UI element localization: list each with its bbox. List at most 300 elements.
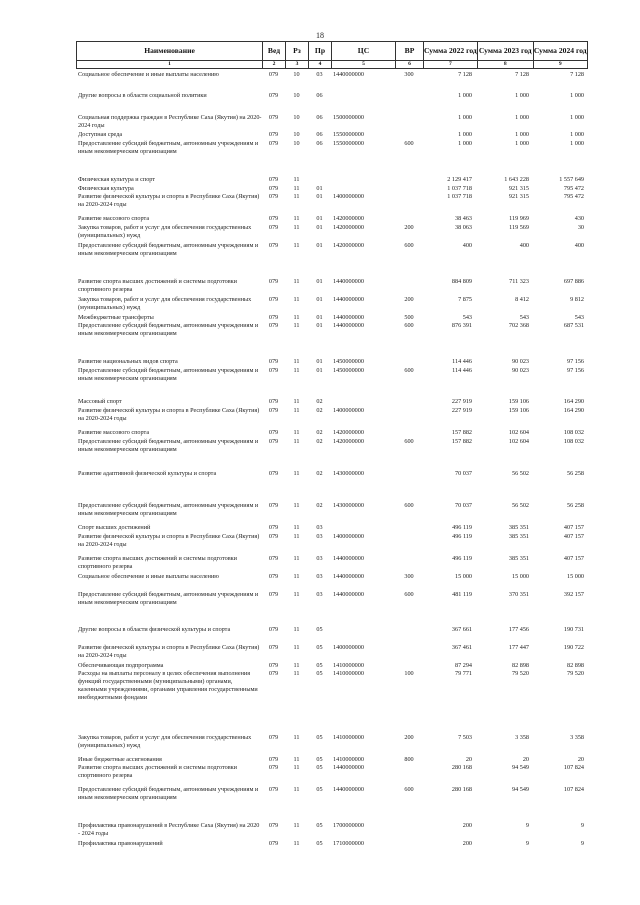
row-sum-2022: 200 [462,840,472,847]
row-ved: 079 [268,367,279,374]
row-vr: 600 [404,322,414,329]
row-sum-2023: 1 000 [515,114,529,121]
row-name: Закупка товаров, работ и услуг для обеспечения государственных (муниципальных) нужд [78,296,252,311]
row-rz: 10 [293,71,300,78]
row-name: Иные бюджетные ассигнования [78,756,162,763]
row-sum-2023: 8 412 [515,296,529,303]
row-sum-2024: 56 258 [566,470,584,477]
row-name: Профилактика правонарушений [78,840,163,847]
row-ved: 079 [268,322,279,329]
row-sum-2023: 9 [525,840,529,847]
row-pr: 03 [316,555,323,562]
row-ved: 079 [268,140,279,147]
header-pr: Пр [309,42,332,61]
row-cs: 1410000000 [333,756,364,763]
row-sum-2024: 190 731 [563,626,584,633]
row-sum-2024: 3 358 [570,734,584,741]
row-sum-2023: 119 969 [509,215,529,222]
row-rz: 11 [293,224,300,231]
row-cs: 1440000000 [333,278,364,285]
row-rz: 11 [293,786,300,793]
row-sum-2023: 1 000 [515,140,529,147]
row-pr: 05 [316,756,323,763]
row-sum-2024: 400 [574,242,584,249]
row-sum-2022: 496 119 [452,555,472,562]
row-ved: 079 [268,407,279,414]
row-sum-2022: 1 037 718 [447,185,472,192]
row-rz: 10 [293,140,300,147]
row-sum-2022: 496 119 [452,533,472,540]
row-vr: 200 [404,734,414,741]
row-sum-2023: 1 000 [515,131,529,138]
row-ved: 079 [268,524,279,531]
row-sum-2023: 370 351 [508,591,529,598]
row-pr: 03 [316,71,323,78]
row-sum-2024: 795 472 [563,185,584,192]
row-sum-2024: 56 258 [566,502,584,509]
row-name: Развитие адаптивной физической культуры и спорта [78,470,217,477]
row-sum-2024: 164 290 [563,398,584,405]
row-cs: 1450000000 [333,358,364,365]
row-pr: 03 [316,524,323,531]
row-sum-2022: 7 875 [458,296,472,303]
row-cs: 1440000000 [333,322,364,329]
row-pr: 05 [316,626,323,633]
row-ved: 079 [268,591,279,598]
row-pr: 05 [316,734,323,741]
row-ved: 079 [268,398,279,405]
row-name: Развитие спорта высших достижений и системы подготовки спортивного резерва [78,555,237,570]
row-sum-2024: 543 [574,314,584,321]
header-ved: Вед [263,42,286,61]
row-sum-2024: 7 128 [570,71,584,78]
row-sum-2024: 687 531 [563,322,584,329]
row-rz: 11 [293,822,300,829]
row-ved: 079 [268,573,279,580]
row-rz: 11 [293,296,300,303]
row-sum-2022: 481 119 [452,591,472,598]
row-rz: 11 [293,840,300,847]
row-sum-2022: 114 446 [452,367,472,374]
row-sum-2022: 1 000 [458,114,472,121]
row-rz: 11 [293,555,300,562]
row-rz: 11 [293,398,300,405]
row-pr: 03 [316,533,323,540]
row-sum-2023: 400 [519,242,529,249]
row-sum-2022: 1 000 [458,92,472,99]
row-vr: 600 [404,242,414,249]
row-sum-2023: 543 [519,314,529,321]
row-sum-2023: 90 023 [511,367,529,374]
header-number: 2 [263,61,286,69]
row-rz: 11 [293,367,300,374]
row-ved: 079 [268,296,279,303]
row-name: Развитие национальных видов спорта [78,358,178,365]
row-name: Межбюджетные трансферты [78,314,154,321]
row-rz: 11 [293,591,300,598]
row-sum-2022: 876 391 [451,322,472,329]
row-ved: 079 [268,438,279,445]
header-number: 9 [533,61,587,69]
row-sum-2022: 157 882 [451,438,472,445]
row-sum-2022: 280 168 [451,764,472,771]
row-sum-2023: 1 000 [515,92,529,99]
row-rz: 11 [293,176,300,183]
row-sum-2022: 15 000 [454,573,472,580]
row-sum-2024: 97 156 [566,367,584,374]
row-vr: 600 [404,591,414,598]
row-cs: 1420000000 [333,224,364,231]
row-ved: 079 [268,193,279,200]
row-sum-2024: 108 032 [563,438,584,445]
header-rz: Рз [286,42,309,61]
row-sum-2022: 400 [462,242,472,249]
row-sum-2023: 385 351 [508,533,529,540]
row-sum-2023: 9 [525,822,529,829]
row-name: Предоставление субсидий бюджетным, автономным учреждениям и иным некоммерческим организациям [78,502,259,517]
row-rz: 11 [293,533,300,540]
header-number: 1 [77,61,263,69]
row-sum-2023: 56 502 [511,502,529,509]
row-sum-2024: 107 824 [563,764,584,771]
row-pr: 06 [316,114,323,121]
row-pr: 02 [316,438,323,445]
row-pr: 01 [316,367,323,374]
row-sum-2022: 157 882 [451,429,472,436]
row-ved: 079 [268,502,279,509]
row-rz: 10 [293,92,300,99]
row-sum-2023: 15 000 [511,573,529,580]
row-cs: 1410000000 [333,734,364,741]
row-pr: 05 [316,786,323,793]
row-sum-2024: 97 156 [566,358,584,365]
row-name: Развитие физической культуры и спорта в Республике Саха (Якутия) на 2020-2024 годы [78,533,260,548]
row-sum-2024: 164 290 [563,407,584,414]
row-sum-2023: 82 898 [511,662,529,669]
row-cs: 1430000000 [333,502,364,509]
row-name: Предоставление субсидий бюджетным, автономным учреждениям и иным некоммерческим организациям [78,591,259,606]
row-cs: 1410000000 [333,670,364,677]
row-rz: 11 [293,193,300,200]
row-ved: 079 [268,131,279,138]
row-sum-2022: 70 037 [454,470,472,477]
row-sum-2022: 1 037 718 [447,193,472,200]
row-ved: 079 [268,764,279,771]
row-sum-2024: 190 722 [563,644,584,651]
row-sum-2022: 38 463 [454,215,472,222]
header-cs: ЦС [332,42,396,61]
row-pr: 01 [316,224,323,231]
row-sum-2024: 9 812 [570,296,584,303]
row-sum-2022: 1 000 [458,131,472,138]
row-rz: 11 [293,626,300,633]
row-pr: 01 [316,215,323,222]
row-sum-2024: 407 157 [563,555,584,562]
row-pr: 06 [316,92,323,99]
row-sum-2022: 87 294 [454,662,472,669]
row-sum-2024: 79 520 [566,670,584,677]
row-name: Социальная поддержка граждан в Республике Саха (Якутия) на 2020-2024 годы [78,114,262,129]
row-rz: 11 [293,524,300,531]
row-name: Массовый спорт [78,398,122,405]
row-name: Профилактика правонарушений в Республике Саха (Якутия) на 2020 - 2024 годы [78,822,260,837]
row-sum-2023: 102 604 [508,429,529,436]
row-cs: 1420000000 [333,429,364,436]
row-pr: 01 [316,314,323,321]
row-cs: 1440000000 [333,573,364,580]
row-rz: 11 [293,322,300,329]
row-rz: 11 [293,734,300,741]
row-pr: 02 [316,407,323,414]
row-ved: 079 [268,358,279,365]
row-name: Социальное обеспечение и иные выплаты населению [78,71,219,78]
row-sum-2022: 200 [462,822,472,829]
table-header [76,41,588,69]
row-rz: 11 [293,215,300,222]
row-ved: 079 [268,734,279,741]
row-sum-2023: 921 315 [508,193,529,200]
row-cs: 1450000000 [333,367,364,374]
row-pr: 01 [316,296,323,303]
row-vr: 200 [404,296,414,303]
row-pr: 01 [316,242,323,249]
row-sum-2022: 884 809 [451,278,472,285]
row-sum-2024: 407 157 [563,524,584,531]
header-sum-2023: Сумма 2023 год [477,42,533,61]
row-sum-2023: 385 351 [508,524,529,531]
row-name: Закупка товаров, работ и услуг для обеспечения государственных (муниципальных) нужд [78,224,252,239]
row-rz: 11 [293,407,300,414]
row-pr: 01 [316,278,323,285]
row-name: Предоставление субсидий бюджетным, автономным учреждениям и иным некоммерческим организациям [78,786,259,801]
header-number: 8 [477,61,533,69]
row-sum-2022: 227 919 [451,398,472,405]
row-sum-2023: 119 569 [509,224,529,231]
row-name: Развитие физической культуры и спорта в Республике Саха (Якутия) на 2020-2024 годы [78,644,260,659]
row-rz: 11 [293,278,300,285]
row-sum-2022: 7 128 [458,71,472,78]
row-sum-2023: 79 520 [511,670,529,677]
row-rz: 11 [293,573,300,580]
header-number: 4 [309,61,332,69]
row-cs: 1420000000 [333,242,364,249]
row-cs: 1440000000 [333,786,364,793]
row-sum-2024: 1 000 [570,131,584,138]
row-sum-2024: 1 557 649 [559,176,584,183]
row-vr: 500 [404,314,414,321]
row-sum-2024: 795 472 [563,193,584,200]
row-rz: 11 [293,662,300,669]
row-pr: 01 [316,193,323,200]
row-name: Предоставление субсидий бюджетным, автономным учреждениям и иным некоммерческим организациям [78,322,259,337]
row-pr: 05 [316,822,323,829]
row-sum-2022: 79 771 [454,670,472,677]
row-ved: 079 [268,555,279,562]
row-pr: 06 [316,131,323,138]
row-sum-2024: 108 032 [563,429,584,436]
page-number: 18 [316,31,324,40]
row-sum-2024: 107 824 [563,786,584,793]
row-pr: 05 [316,670,323,677]
row-vr: 600 [404,140,414,147]
row-rz: 11 [293,502,300,509]
row-pr: 05 [316,840,323,847]
row-vr: 300 [404,573,414,580]
row-cs: 1440000000 [333,591,364,598]
row-pr: 01 [316,322,323,329]
row-pr: 02 [316,502,323,509]
row-sum-2022: 367 661 [451,626,472,633]
row-cs: 1440000000 [333,314,364,321]
row-vr: 600 [404,367,414,374]
row-sum-2024: 1 000 [570,140,584,147]
row-sum-2024: 1 000 [570,114,584,121]
row-sum-2022: 543 [462,314,472,321]
row-cs: 1440000000 [333,71,364,78]
row-ved: 079 [268,92,279,99]
row-ved: 079 [268,242,279,249]
row-pr: 05 [316,764,323,771]
header-sum-2022: Сумма 2022 год [424,42,478,61]
row-name: Предоставление субсидий бюджетным, автономным учреждениям и иным некоммерческим организациям [78,242,259,257]
row-cs: 1550000000 [333,131,364,138]
row-ved: 079 [268,670,279,677]
row-sum-2022: 7 503 [458,734,472,741]
row-sum-2024: 9 [580,840,584,847]
row-cs: 1440000000 [333,555,364,562]
row-name: Развитие массового спорта [78,215,150,222]
row-sum-2024: 407 157 [563,533,584,540]
row-cs: 1430000000 [333,470,364,477]
row-pr: 05 [316,662,323,669]
row-name: Физическая культура [78,185,134,192]
row-sum-2024: 1 000 [570,92,584,99]
row-ved: 079 [268,470,279,477]
row-sum-2023: 56 502 [511,470,529,477]
row-cs: 1420000000 [333,438,364,445]
header-number: 7 [424,61,478,69]
row-sum-2022: 38 063 [454,224,472,231]
row-name: Предоставление субсидий бюджетным, автономным учреждениям и иным некоммерческим организациям [78,367,259,382]
row-ved: 079 [268,840,279,847]
header-sum-2024: Сумма 2024 год [533,42,587,61]
row-rz: 11 [293,764,300,771]
row-name: Предоставление субсидий бюджетным, автономным учреждениям и иным некоммерческим организациям [78,438,259,453]
row-name: Расходы на выплаты персоналу в целях обеспечения выполнения функций государственными (муниципальными) органами, казенными учреждениями, органами управления государственными внебюджетными фондами [78,670,258,701]
header-number: 3 [286,61,309,69]
row-ved: 079 [268,215,279,222]
row-cs: 1400000000 [333,644,364,651]
row-rz: 11 [293,242,300,249]
row-name: Доступная среда [78,131,123,138]
row-vr: 800 [404,756,414,763]
row-pr: 03 [316,591,323,598]
row-cs: 1410000000 [333,662,364,669]
row-pr: 03 [316,573,323,580]
row-vr: 600 [404,502,414,509]
row-sum-2023: 159 106 [508,407,529,414]
row-sum-2024: 30 [577,224,584,231]
row-pr: 02 [316,470,323,477]
row-ved: 079 [268,278,279,285]
row-pr: 02 [316,429,323,436]
row-rz: 11 [293,756,300,763]
row-cs: 1400000000 [333,533,364,540]
row-sum-2022: 367 461 [451,644,472,651]
row-rz: 11 [293,438,300,445]
row-rz: 11 [293,314,300,321]
row-sum-2023: 177 456 [508,626,529,633]
row-pr: 02 [316,398,323,405]
row-sum-2023: 1 643 228 [504,176,529,183]
row-sum-2024: 430 [574,215,584,222]
row-pr: 05 [316,644,323,651]
row-ved: 079 [268,644,279,651]
row-sum-2024: 15 000 [566,573,584,580]
row-vr: 600 [404,786,414,793]
row-cs: 1420000000 [333,215,364,222]
header-number: 6 [396,61,424,69]
row-sum-2024: 20 [577,756,584,763]
row-ved: 079 [268,114,279,121]
row-sum-2024: 82 898 [566,662,584,669]
row-sum-2024: 392 157 [563,591,584,598]
row-sum-2023: 3 358 [515,734,529,741]
row-sum-2022: 496 119 [452,524,472,531]
row-cs: 1440000000 [333,764,364,771]
row-name: Развитие спорта высших достижений и системы подготовки спортивного резерва [78,764,237,779]
header-name: Наименование [77,42,263,61]
row-sum-2023: 7 128 [515,71,529,78]
row-name: Обеспечивающая подпрограмма [78,662,164,669]
row-cs: 1700000000 [333,822,364,829]
row-name: Физическая культура и спорт [78,176,156,183]
row-cs: 1400000000 [333,407,364,414]
row-name: Закупка товаров, работ и услуг для обеспечения государственных (муниципальных) нужд [78,734,252,749]
row-ved: 079 [268,224,279,231]
row-name: Спорт высших достижений [78,524,151,531]
row-sum-2022: 70 037 [454,502,472,509]
row-vr: 600 [404,438,414,445]
row-rz: 11 [293,358,300,365]
row-vr: 300 [404,71,414,78]
row-ved: 079 [268,626,279,633]
row-sum-2023: 90 023 [511,358,529,365]
row-vr: 100 [404,670,414,677]
row-name: Предоставление субсидий бюджетным, автономным учреждениям и иным некоммерческим организациям [78,140,259,155]
row-ved: 079 [268,185,279,192]
row-sum-2023: 159 106 [508,398,529,405]
row-ved: 079 [268,756,279,763]
row-cs: 1710000000 [333,840,364,847]
row-name: Развитие спорта высших достижений и системы подготовки спортивного резерва [78,278,237,293]
row-sum-2022: 1 000 [458,140,472,147]
row-rz: 11 [293,670,300,677]
row-sum-2022: 227 919 [451,407,472,414]
row-sum-2023: 94 549 [511,786,529,793]
row-sum-2024: 697 886 [563,278,584,285]
row-ved: 079 [268,786,279,793]
row-cs: 1440000000 [333,296,364,303]
row-rz: 11 [293,429,300,436]
row-pr: 01 [316,358,323,365]
row-cs: 1550000000 [333,140,364,147]
row-name: Социальное обеспечение и иные выплаты населению [78,573,219,580]
row-sum-2022: 20 [465,756,472,763]
row-sum-2023: 177 447 [508,644,529,651]
row-ved: 079 [268,314,279,321]
row-name: Развитие физической культуры и спорта в Республике Саха (Якутия) на 2020-2024 годы [78,407,260,422]
